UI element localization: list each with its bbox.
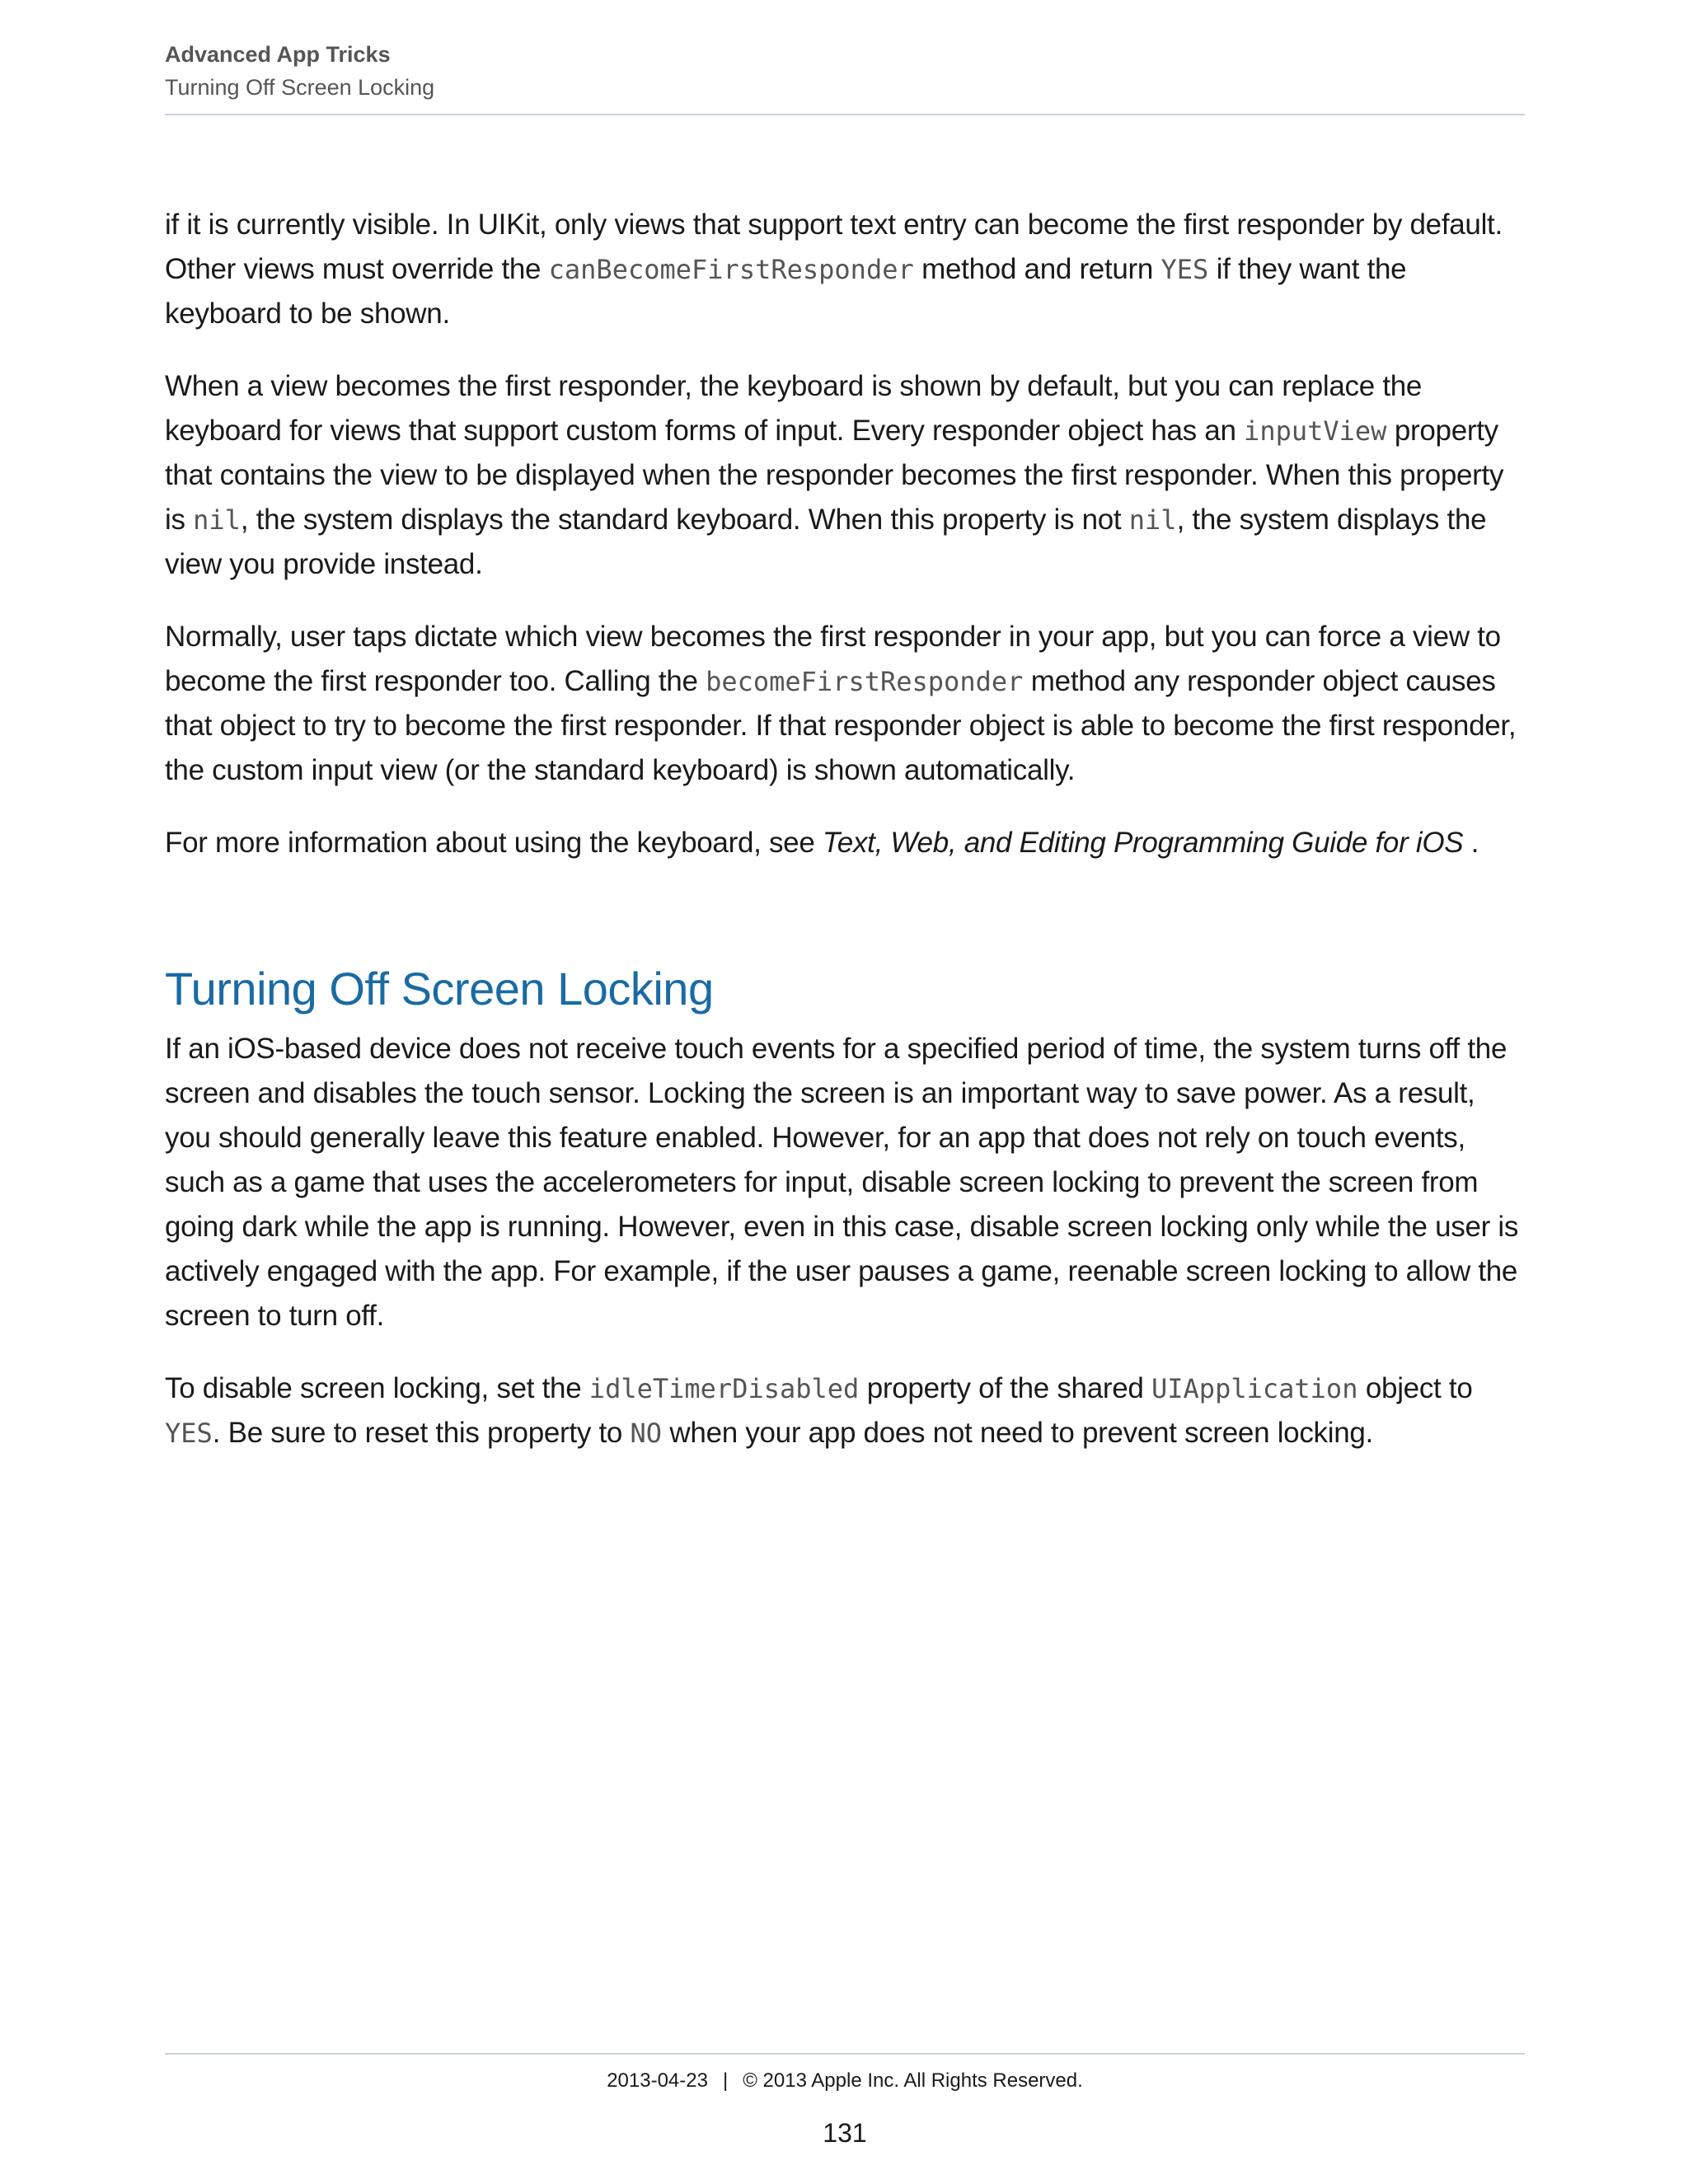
paragraph-more-information xyxy=(165,821,1525,865)
text-run: method any responder object causes that object to try to become the first responder. If that responder object is able to become the first responder, the custom input view (or the standard keyboard) is shown automatically. xyxy=(165,665,1517,786)
footer-separator: | xyxy=(722,2069,729,2092)
text-run: For more information about using the keyboard, see xyxy=(165,827,823,859)
section-heading: Turning Off Screen Locking xyxy=(165,963,714,1015)
code-can-become-first-responder: canBecomeFirstResponder xyxy=(548,254,914,285)
code-yes: YES xyxy=(1160,254,1209,285)
page-number: 131 xyxy=(823,2118,867,2148)
header-divider xyxy=(165,114,1525,115)
document-page xyxy=(165,0,1525,2184)
header-chapter-title: Advanced App Tricks xyxy=(165,42,391,67)
code-become-first-responder: becomeFirstResponder xyxy=(706,666,1024,697)
footer-date: 2013-04-23 xyxy=(607,2069,708,2092)
text-run: . Be sure to reset this property to xyxy=(212,1417,631,1449)
code-no: NO xyxy=(630,1418,662,1449)
text-run: , the system displays the view you provide instead. xyxy=(165,504,1487,580)
footer-divider xyxy=(165,2053,1525,2055)
code-input-view: inputView xyxy=(1244,415,1387,447)
running-header xyxy=(165,38,1525,104)
footer xyxy=(165,2065,1525,2097)
text-run: if they want the keyboard to be shown. xyxy=(165,253,1407,330)
code-idle-timer-disabled: idleTimerDisabled xyxy=(588,1373,860,1404)
guide-reference-title: Text, Web, and Editing Programming Guide for iOS xyxy=(822,827,1464,859)
text-run: method and return xyxy=(913,253,1161,285)
text-run: . xyxy=(1463,827,1479,859)
text-run: When a view becomes the first responder, the keyboard is shown by default, but you can replace the keyboard for views that support custom forms of input. Every responder object has an xyxy=(165,370,1423,447)
text-run: when your app does not need to prevent screen locking. xyxy=(662,1417,1373,1449)
text-run: To disable screen locking, set the xyxy=(165,1372,589,1404)
code-ui-application: UIApplication xyxy=(1151,1373,1358,1404)
paragraph-input-view xyxy=(165,364,1525,587)
code-nil: nil xyxy=(193,504,241,536)
text-run: , the system displays the standard keyboard. When this property is not xyxy=(240,504,1129,536)
code-nil: nil xyxy=(1128,504,1177,536)
text-run: If an iOS-based device does not receive touch events for a specified period of time, the system turns off the screen and disables the touch sensor. Locking the screen is an important way to save power. As a result, you should generally leave this feature enabled. However, for an app that does not rely on touch events, such as a game that uses the accelerometers for input, disable screen locking to prevent the screen from going dark while the app is running. However, even in this case, disable screen locking only while the user is actively engaged with the app. For example, if the user pauses a game, reenable screen locking to allow the screen to turn off. xyxy=(165,1033,1519,1332)
paragraph-disable-screen-locking xyxy=(165,1366,1525,1455)
code-yes: YES xyxy=(165,1418,213,1449)
paragraph-become-first-responder xyxy=(165,615,1525,793)
text-run: Normally, user taps dictate which view becomes the first responder in your app, but you can force a view to become the first responder too. Calling the xyxy=(165,621,1501,697)
paragraph-first-responder-default xyxy=(165,203,1525,336)
paragraph-screen-locking-overview xyxy=(165,1027,1525,1338)
header-section-title: Turning Off Screen Locking xyxy=(165,75,435,100)
document-body xyxy=(165,203,1525,1483)
text-run: object to xyxy=(1357,1372,1473,1404)
text-run: if it is currently visible. In UIKit, only views that support text entry can become the first responder by default. Other views must override the xyxy=(165,209,1503,285)
text-run: property of the shared xyxy=(859,1372,1151,1404)
text-run: property that contains the view to be displayed when the responder becomes the first responder. When this property is xyxy=(165,415,1504,536)
footer-copyright: © 2013 Apple Inc. All Rights Reserved. xyxy=(743,2069,1083,2092)
